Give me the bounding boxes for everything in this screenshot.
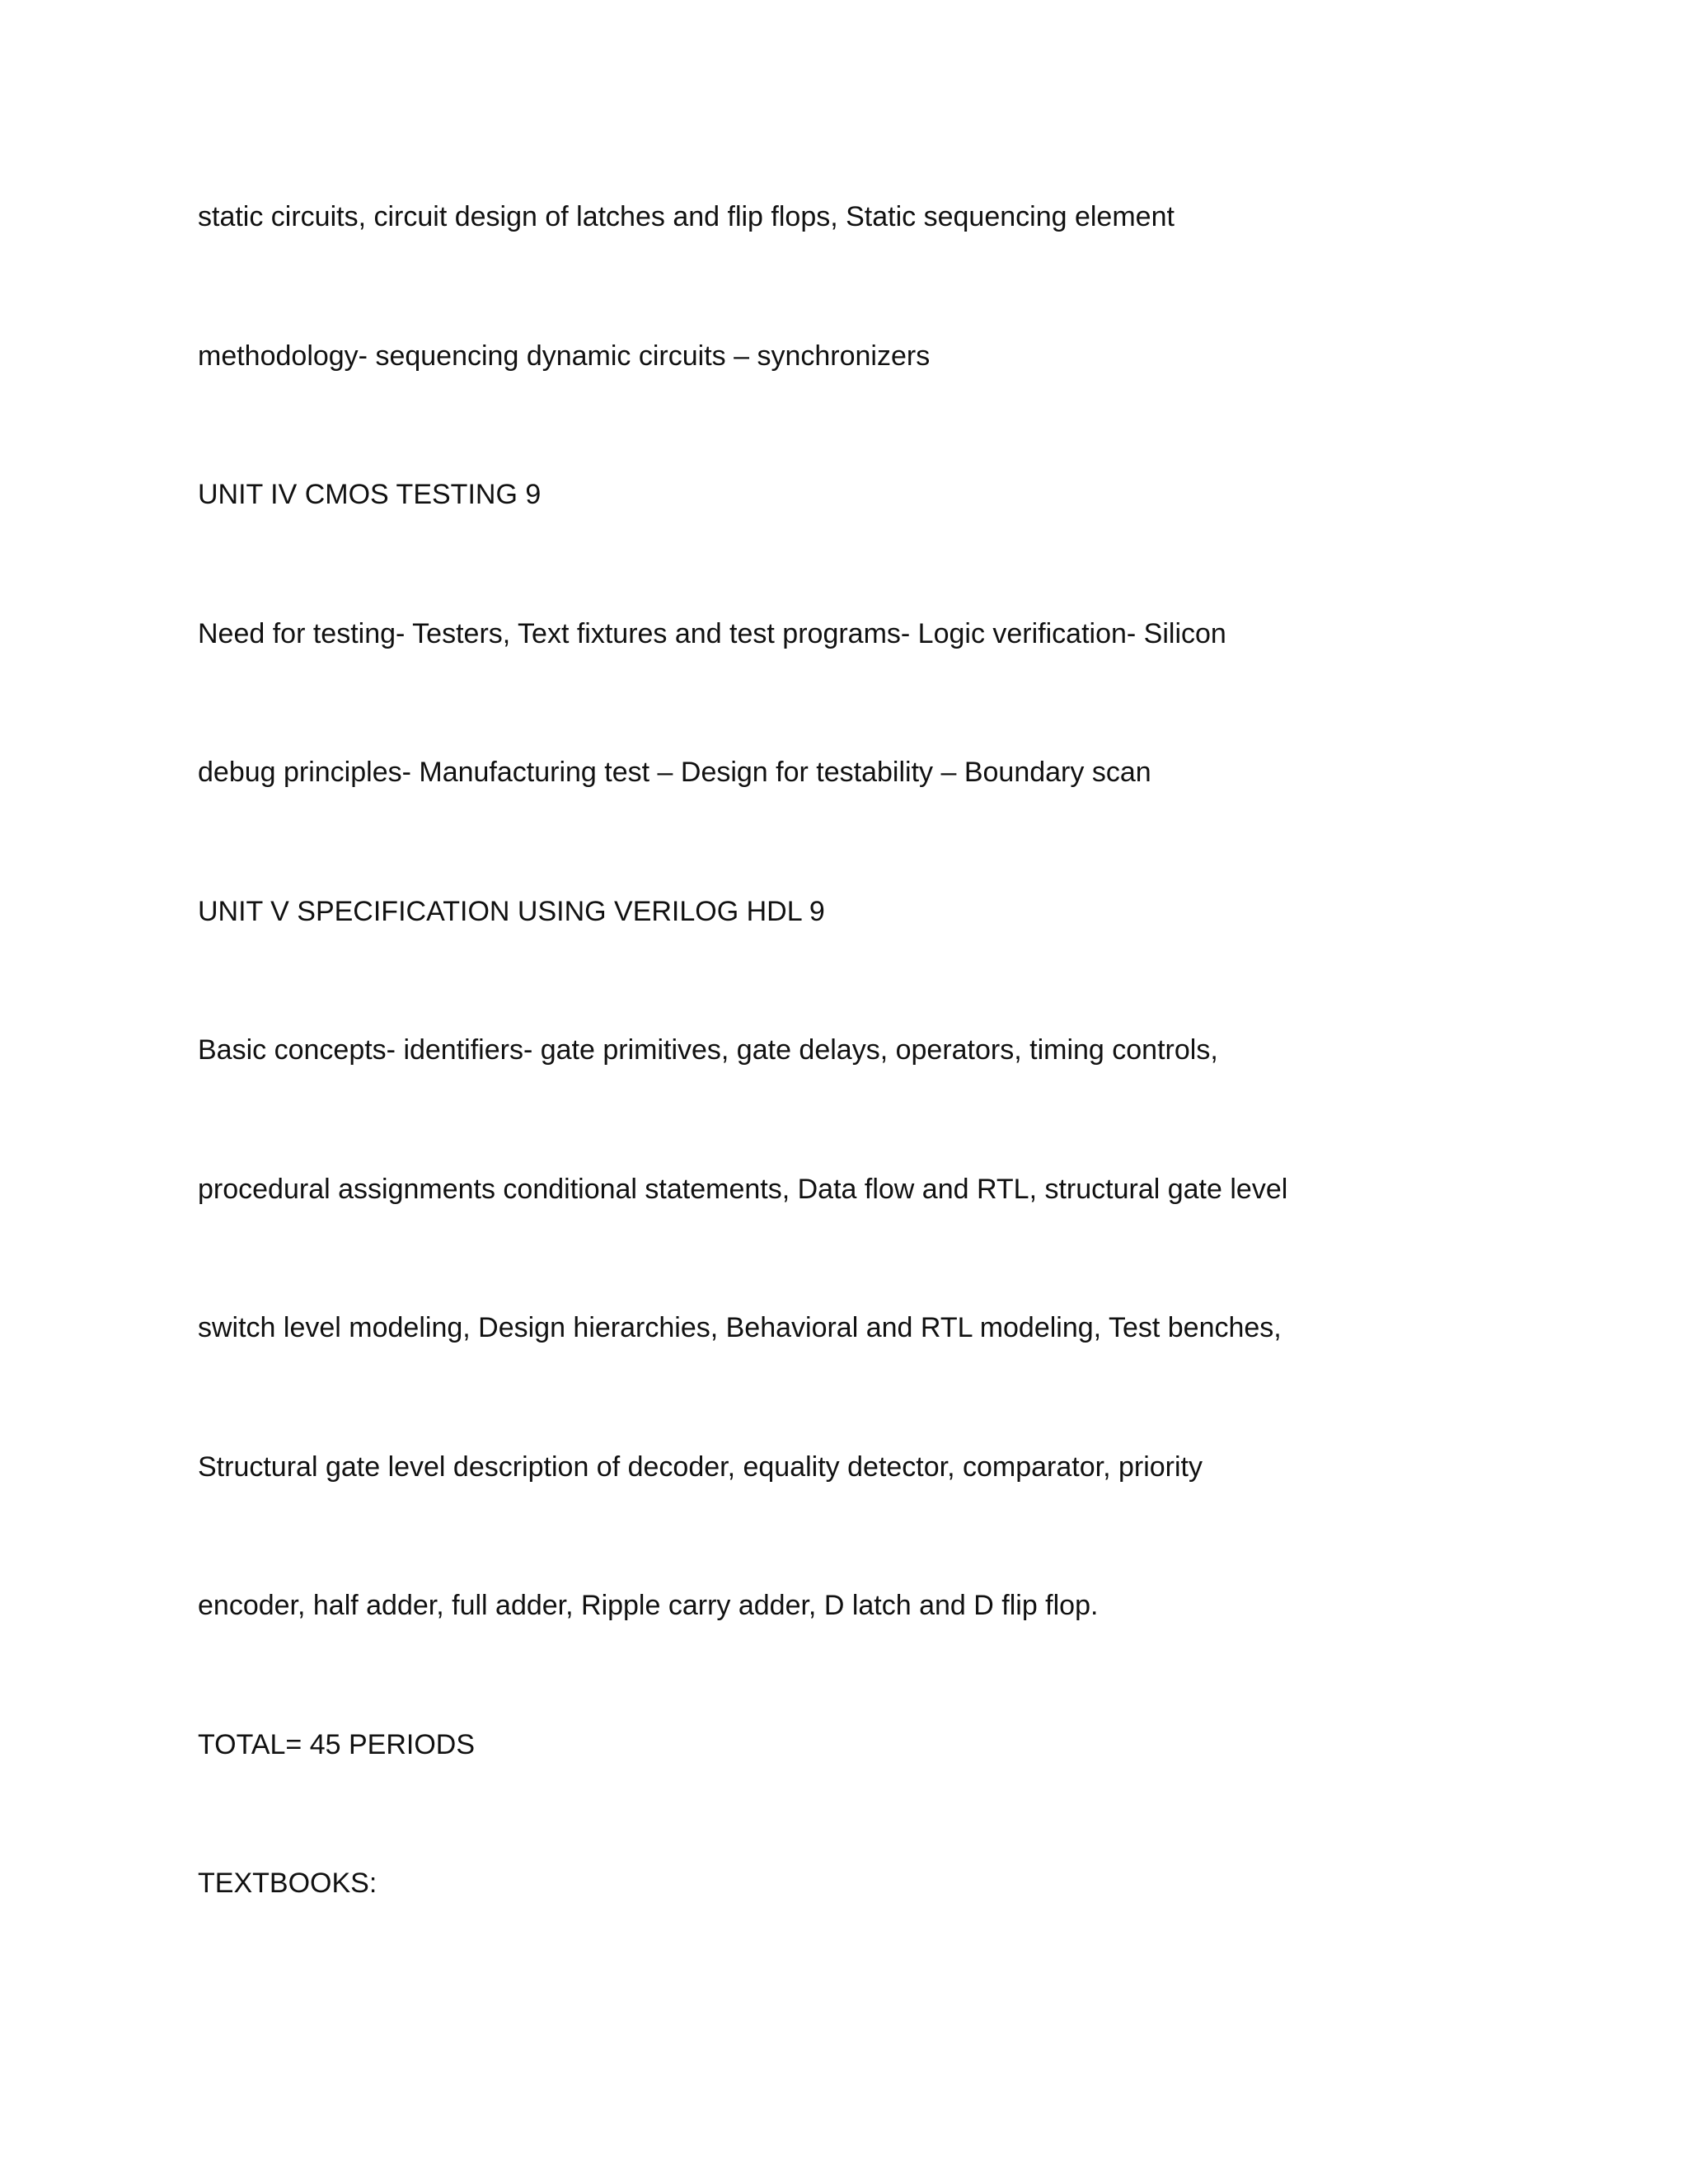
textbooks-heading: TEXTBOOKS: bbox=[198, 1868, 377, 1899]
text-line-8: procedural assignments conditional statements, Data flow and RTL, structural gate level bbox=[198, 1174, 1288, 1205]
text-line-7: Basic concepts- identifiers- gate primitives, gate delays, operators, timing controls, bbox=[198, 1034, 1218, 1066]
unit-heading-v: UNIT V SPECIFICATION USING VERILOG HDL 9 bbox=[198, 896, 825, 927]
text-line-1: static circuits, circuit design of latches and flip flops, Static sequencing element bbox=[198, 201, 1175, 232]
text-line-4: Need for testing- Testers, Text fixtures and test programs- Logic verification- Silicon bbox=[198, 618, 1226, 649]
text-line-11: encoder, half adder, full adder, Ripple carry adder, D latch and D flip flop. bbox=[198, 1590, 1099, 1621]
text-line-2: methodology- sequencing dynamic circuits – synchronizers bbox=[198, 340, 931, 372]
text-line-9: switch level modeling, Design hierarchies, Behavioral and RTL modeling, Test benches, bbox=[198, 1312, 1282, 1343]
text-line-5: debug principles- Manufacturing test – Design for testability – Boundary scan bbox=[198, 757, 1151, 788]
unit-heading-iv: UNIT IV CMOS TESTING 9 bbox=[198, 479, 542, 510]
text-line-10: Structural gate level description of decoder, equality detector, comparator, priority bbox=[198, 1451, 1203, 1483]
total-periods: TOTAL= 45 PERIODS bbox=[198, 1729, 476, 1760]
